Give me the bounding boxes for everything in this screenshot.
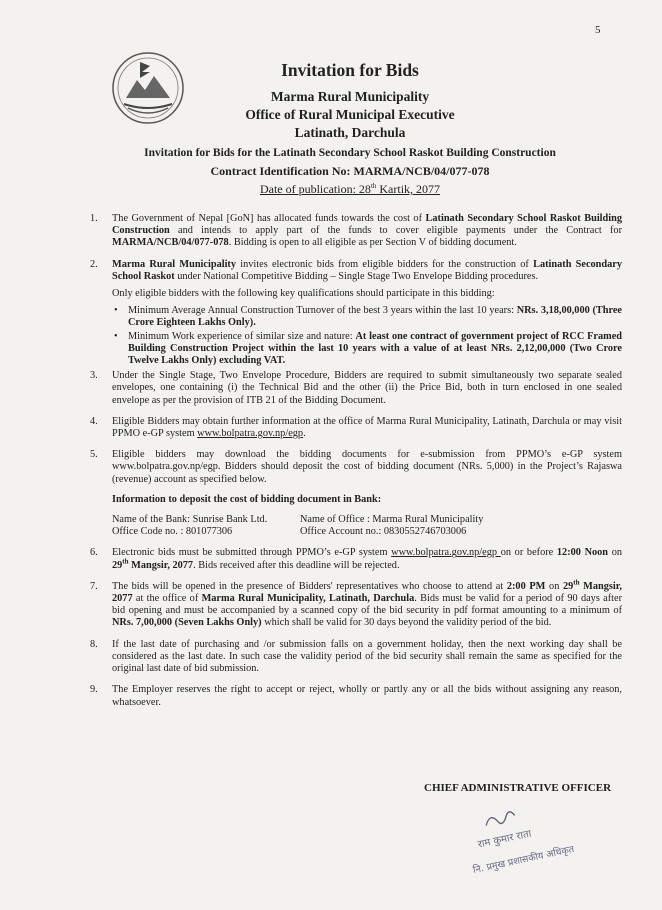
list-item: 2. Marma Rural Municipality invites electronic bids from eligible bidders for the construction of Latinath Secondary School Raskot under National Competitive Bidding – Single Stage Two Envelope Bidding procedures. [90,258,622,282]
item-number: 3. [90,370,98,382]
item-number: 8. [90,638,98,650]
list-item: • Minimum Work experience of similar size and nature: At least one contract of government project of RCC Framed Building Construction Project within the last 10 years with a value of at least NRs. 2,12,00,000 (Two Crore Twelve Lakhs Only) excluding VAT. [128,331,622,368]
item-number: 4. [90,415,98,427]
office-name-value: Name of Office : Marma Rural Municipality [300,514,484,526]
list-item: • Minimum Average Annual Construction Turnover of the best 3 years within the last 10 years: NRs. 3,18,00,000 (Three Crore Eighteen Lakhs Only). [128,305,622,329]
list-item: 4. Eligible Bidders may obtain further information at the office of Marma Rural Municipality, Latinath, Darchula or may visit PPMO e-GP system www.bolpatra.gov.np/egp. [90,415,622,440]
office-name: Office of Rural Municipal Executive [245,107,455,122]
account-number: Office Account no.: 0830552746703006 [300,526,467,538]
list-item: 9. The Employer reserves the right to accept or reject, wholly or partly any or all the bids without assigning any reason, whatsoever. [90,684,622,708]
page-number: 5 [595,24,601,36]
org-name: Marma Rural Municipality [270,89,430,104]
list-item: 1. The Government of Nepal [GoN] has allocated funds towards the cost of Latinath Secondary School Raskot Building Construction and intends to apply part of the funds to cover eligible payments under the Contract for MARMA/NCB/04/077-078. Bidding is open to all eligible as per Section V of bidding document. [90,213,623,249]
subject-line: Invitation for Bids for the Latinath Secondary School Raskot Building Construction [144,147,556,159]
document-title: Invitation for Bids [281,60,419,80]
publication-date: Date of publication: 28th Kartik, 2077 [259,182,441,196]
bank-info-heading: Information to deposit the cost of bidding document in Bank: [112,493,382,505]
egp-link[interactable]: www.bolpatra.gov.np/egp [391,547,501,559]
list-item: 8. If the last date of purchasing and /or submission falls on a government holiday, then the next working day shall be considered as the last date. In such case the validity period of the bid security shall remain the same as specified for the original last date of bid submission. [90,638,622,675]
egp-link[interactable]: www.bolpatra.gov.np/egp [197,428,304,440]
stamp-designation: नि. प्रमुख प्रशासकीय अधिकृत [472,843,576,877]
list-item: 7. The bids will be opened in the presence of Bidders' representatives who choose to attend at 2:00 PM on 29th Mangsir, 2077 at the office of Marma Rural Municipality, Latinath, Darchula. Bids must be valid for a period of 90 days after bid opening and must be accompanied by a scanned copy of the bid security in pdf format amounting to a minimum of NRs. 7,00,000 (Seven Lakhs Only) which shall be valid for 30 days beyond the validity period of the bid. [90,578,622,629]
item-number: 6. [90,547,98,559]
location: Latinath, Darchula [294,125,406,140]
signature-stamp [468,798,618,878]
item-number: 1. [90,213,98,224]
item-number: 5. [90,449,98,461]
contract-id: Contract Identification No: MARMA/NCB/04/077-078 [210,164,490,178]
office-code: Office Code no. : 801077306 [112,526,233,538]
stamp-name: राम कुमार राता [476,828,533,851]
list-item: 5. Eligible bidders may download the bidding documents for e-submission from PPMO’s e-GP system www.bolpatra.gov.np/egp. Bidders should deposit the cost of bidding document (NRs. 5,000) in the Project’s Rajaswa (revenue) account as specified below. [90,449,622,485]
list-item: 6. Electronic bids must be submitted through PPMO’s e-GP system www.bolpatra.gov.np/egp on or before 12:00 Noon on 29th Mangsir, 2077. Bids received after this deadline will be rejected. [90,547,623,571]
item-number: 2. [90,258,98,270]
header [140,60,560,198]
document-body [86,213,622,718]
qualifications-intro: Only eligible bidders with the following key qualifications should participate in this bidding: [112,288,495,300]
item-number: 9. [90,684,98,696]
item-number: 7. [90,580,98,592]
bank-name: Name of the Bank: Sunrise Bank Ltd. [112,514,268,526]
list-item: 3. Under the Single Stage, Two Envelope Procedure, Bidders are required to submit simultaneously two separate sealed envelopes, one containing (i) the Technical Bid and the other (ii) the Price Bid, both in turn enclosed in one sealed envelope as per the provision of ITB 21 of the Bidding Document. [90,370,622,406]
qualification-list [86,305,622,367]
bank-info [86,494,622,539]
signatory-title: CHIEF ADMINISTRATIVE OFFICER [424,782,612,794]
